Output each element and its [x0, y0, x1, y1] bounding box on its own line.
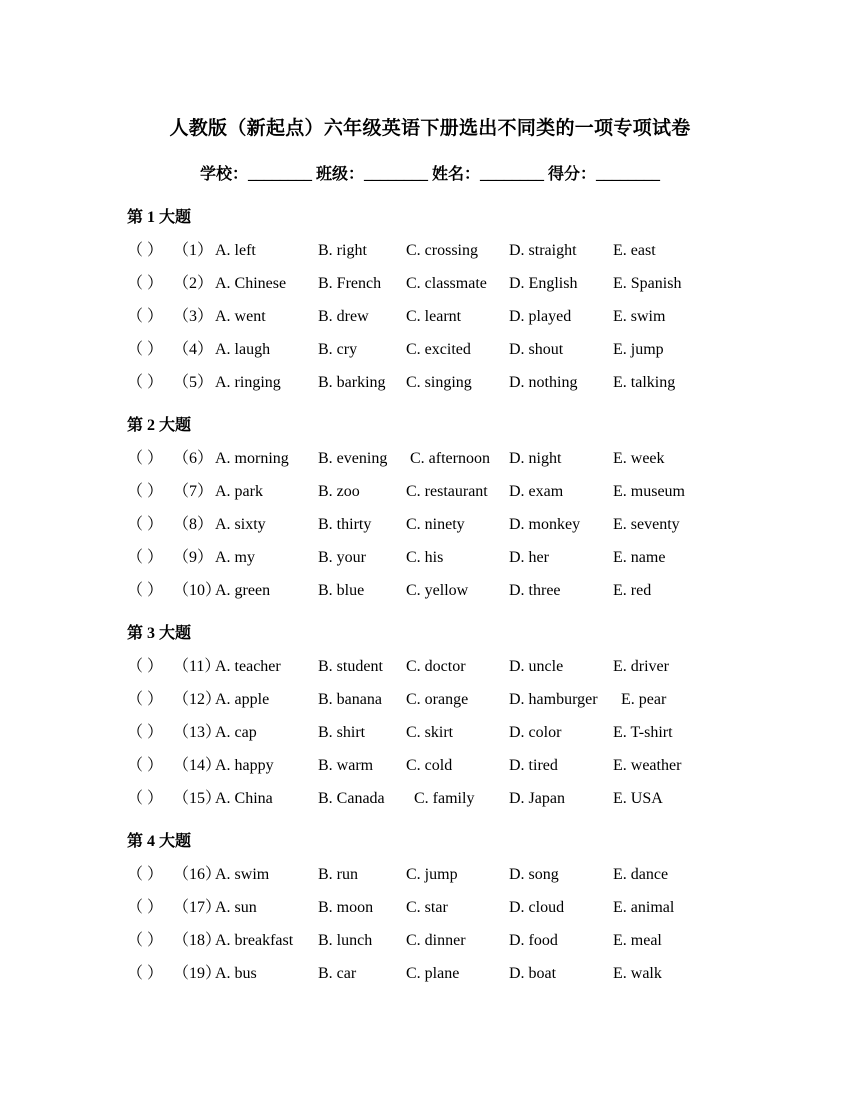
option-d: D. her [509, 549, 549, 566]
school-label: 学校： [199, 166, 248, 183]
question-number: （4） [173, 341, 214, 358]
score-label: 得分： [548, 166, 597, 183]
option-b: B. zoo [318, 483, 360, 500]
question-row [127, 580, 747, 613]
option-c: C. plane [406, 965, 460, 982]
question-number: （19） [173, 965, 222, 982]
option-e: E. walk [613, 965, 662, 982]
question-number: （10） [173, 582, 222, 599]
option-b: B. Canada [318, 790, 385, 807]
question-row [127, 897, 747, 930]
option-e: E. pear [613, 691, 667, 708]
answer-blank[interactable]: （ ） [127, 658, 164, 675]
answer-blank[interactable]: （ ） [127, 341, 164, 358]
page-title: 人教版（新起点）六年级英语下册选出不同类的一项专项试卷 [169, 118, 691, 139]
question-row [127, 514, 747, 547]
option-c: C. his [406, 549, 444, 566]
question-row [127, 306, 747, 339]
answer-blank[interactable]: （ ） [127, 483, 164, 500]
class-blank: ________ [364, 166, 428, 183]
question-row [127, 722, 747, 755]
answer-blank[interactable]: （ ） [127, 582, 164, 599]
option-e: E. jump [613, 341, 664, 358]
question-row [127, 963, 747, 996]
question-number: （8） [173, 516, 214, 533]
option-c: C. learnt [406, 308, 462, 325]
option-b: B. your [318, 549, 366, 566]
answer-blank[interactable]: （ ） [127, 549, 164, 566]
option-e: E. swim [613, 308, 666, 325]
option-a: A. swim [215, 866, 270, 883]
option-c: C. cold [406, 757, 453, 774]
option-c: C. jump [406, 866, 458, 883]
answer-blank[interactable]: （ ） [127, 275, 164, 292]
option-b: B. French [318, 275, 382, 292]
option-c: C. afternoon [406, 450, 490, 467]
question-number: （12） [173, 691, 222, 708]
option-d: D. tired [509, 757, 558, 774]
option-b: B. shirt [318, 724, 366, 741]
question-number: （2） [173, 275, 214, 292]
option-b: B. blue [318, 582, 365, 599]
option-d: D. three [509, 582, 561, 599]
option-a: A. breakfast [215, 932, 294, 949]
option-a: A. sixty [215, 516, 266, 533]
option-e: E. east [613, 242, 656, 259]
answer-blank[interactable]: （ ） [127, 724, 164, 741]
question-number: （5） [173, 374, 214, 391]
option-e: E. meal [613, 932, 662, 949]
answer-blank[interactable]: （ ） [127, 932, 164, 949]
option-b: B. right [318, 242, 367, 259]
option-c: C. skirt [406, 724, 454, 741]
answer-blank[interactable]: （ ） [127, 516, 164, 533]
option-a: A. Chinese [215, 275, 287, 292]
option-b: B. student [318, 658, 383, 675]
option-b: B. drew [318, 308, 369, 325]
option-b: B. evening [318, 450, 388, 467]
option-d: D. uncle [509, 658, 564, 675]
question-row [127, 788, 747, 821]
option-c: C. ninety [406, 516, 465, 533]
name-blank: ________ [480, 166, 545, 183]
answer-blank[interactable]: （ ） [127, 242, 164, 259]
name-label: 姓名： [432, 166, 481, 183]
option-e: E. weather [613, 757, 682, 774]
question-number: （6） [173, 450, 214, 467]
section-title: 第 2 大题 [127, 417, 192, 434]
option-d: D. English [509, 275, 578, 292]
option-c: C. orange [406, 691, 469, 708]
option-d: D. nothing [509, 374, 578, 391]
option-a: A. laugh [215, 341, 271, 358]
option-c: C. restaurant [406, 483, 488, 500]
answer-blank[interactable]: （ ） [127, 965, 164, 982]
question-number: （14） [173, 757, 222, 774]
question-number: （1） [173, 242, 214, 259]
option-a: A. went [215, 308, 266, 325]
question-row [127, 240, 747, 273]
question-row [127, 755, 747, 788]
option-a: A. cap [215, 724, 257, 741]
option-a: A. China [215, 790, 273, 807]
option-d: D. cloud [509, 899, 565, 916]
option-e: E. talking [613, 374, 676, 391]
school-blank: ________ [247, 166, 312, 183]
option-c: C. excited [406, 341, 471, 358]
question-section [127, 207, 747, 405]
question-row [127, 547, 747, 580]
question-section [127, 831, 747, 996]
option-c: C. dinner [406, 932, 466, 949]
answer-blank[interactable]: （ ） [127, 308, 164, 325]
question-row [127, 689, 747, 722]
question-number: （15） [173, 790, 222, 807]
option-a: A. morning [215, 450, 289, 467]
section-title: 第 3 大题 [127, 625, 192, 642]
answer-blank[interactable]: （ ） [127, 866, 164, 883]
option-e: E. dance [613, 866, 669, 883]
question-row [127, 448, 747, 481]
option-e: E. T-shirt [613, 724, 673, 741]
option-c: C. star [406, 899, 448, 916]
option-d: D. night [509, 450, 562, 467]
question-number: （9） [173, 549, 214, 566]
question-number: （7） [173, 483, 214, 500]
option-b: B. moon [318, 899, 374, 916]
question-row [127, 656, 747, 689]
question-number: （3） [173, 308, 214, 325]
option-e: E. museum [613, 483, 685, 500]
option-e: E. driver [613, 658, 669, 675]
option-c: C. doctor [406, 658, 466, 675]
option-b: B. warm [318, 757, 374, 774]
option-e: E. Spanish [613, 275, 682, 292]
class-label: 班级： [315, 166, 364, 183]
option-a: A. bus [215, 965, 257, 982]
answer-blank[interactable]: （ ） [127, 374, 164, 391]
option-d: D. boat [509, 965, 557, 982]
option-d: D. Japan [509, 790, 565, 807]
section-title: 第 4 大题 [127, 833, 192, 850]
question-row [127, 273, 747, 306]
option-b: B. run [318, 866, 358, 883]
option-e: E. USA [613, 790, 663, 807]
option-c: C. family [406, 790, 475, 807]
option-a: A. sun [215, 899, 257, 916]
answer-blank[interactable]: （ ） [127, 757, 164, 774]
option-d: D. color [509, 724, 562, 741]
option-b: B. cry [318, 341, 358, 358]
option-b: B. barking [318, 374, 386, 391]
option-a: A. my [215, 549, 255, 566]
option-d: D. food [509, 932, 558, 949]
option-d: D. hamburger [509, 691, 598, 708]
student-info-line [0, 161, 860, 184]
question-row [127, 930, 747, 963]
option-c: C. singing [406, 374, 472, 391]
option-d: D. played [509, 308, 572, 325]
option-a: A. ringing [215, 374, 281, 391]
option-a: A. apple [215, 691, 270, 708]
option-e: E. red [613, 582, 652, 599]
section-title: 第 1 大题 [127, 209, 192, 226]
option-c: C. crossing [406, 242, 478, 259]
question-row [127, 864, 747, 897]
option-e: E. week [613, 450, 665, 467]
question-number: （16） [173, 866, 222, 883]
option-e: E. seventy [613, 516, 680, 533]
option-e: E. animal [613, 899, 675, 916]
answer-blank[interactable]: （ ） [127, 790, 164, 807]
option-a: A. happy [215, 757, 274, 774]
answer-blank[interactable]: （ ） [127, 691, 164, 708]
option-d: D. shout [509, 341, 564, 358]
question-number: （17） [173, 899, 222, 916]
question-row [127, 372, 747, 405]
option-a: A. green [215, 582, 271, 599]
option-b: B. thirty [318, 516, 372, 533]
option-d: D. monkey [509, 516, 581, 533]
question-number: （13） [173, 724, 222, 741]
option-b: B. banana [318, 691, 382, 708]
question-row [127, 481, 747, 514]
question-row [127, 339, 747, 372]
option-a: A. left [215, 242, 256, 259]
option-c: C. yellow [406, 582, 469, 599]
question-number: （18） [173, 932, 222, 949]
answer-blank[interactable]: （ ） [127, 899, 164, 916]
option-d: D. exam [509, 483, 564, 500]
option-b: B. lunch [318, 932, 373, 949]
option-e: E. name [613, 549, 666, 566]
question-section [127, 623, 747, 821]
answer-blank[interactable]: （ ） [127, 450, 164, 467]
option-a: A. park [215, 483, 263, 500]
option-d: D. song [509, 866, 559, 883]
question-section [127, 415, 747, 613]
question-number: （11） [173, 658, 221, 675]
option-b: B. car [318, 965, 357, 982]
option-c: C. classmate [406, 275, 487, 292]
score-blank: ________ [596, 166, 661, 183]
option-a: A. teacher [215, 658, 281, 675]
option-d: D. straight [509, 242, 577, 259]
